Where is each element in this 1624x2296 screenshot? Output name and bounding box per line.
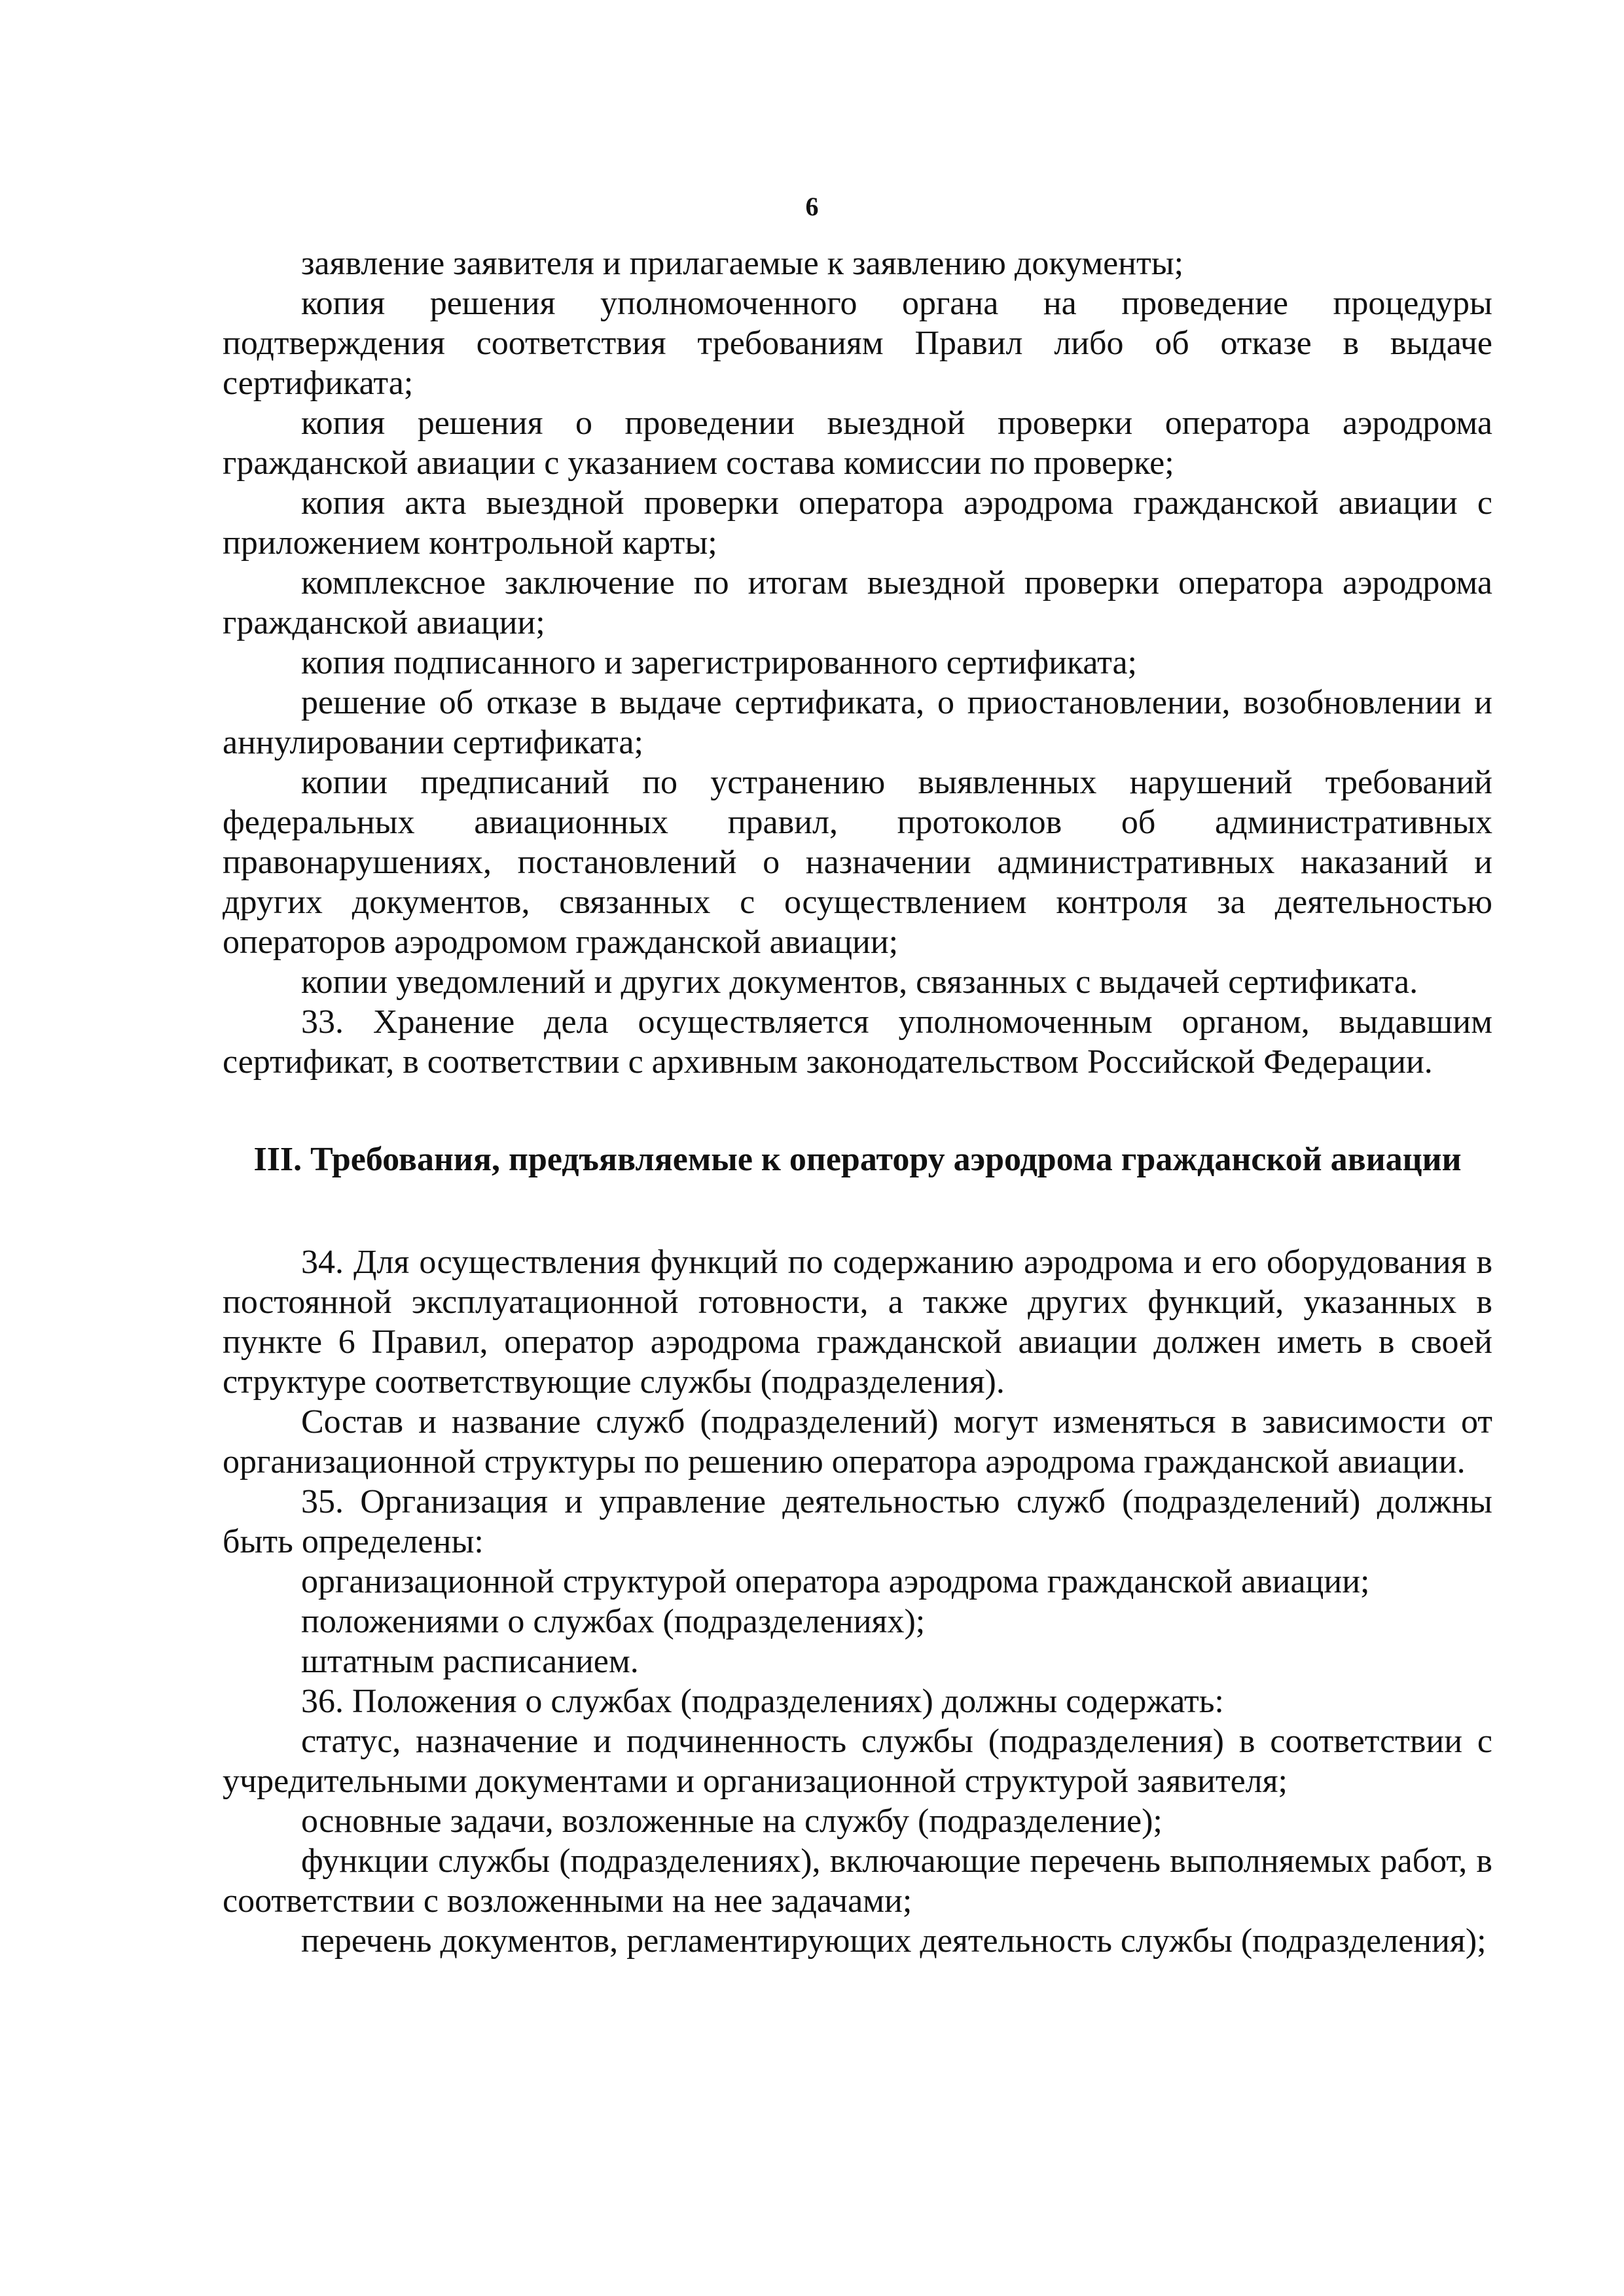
section-heading: III. Требования, предъявляемые к оператору аэродрома гражданской авиации [253, 1141, 1462, 1178]
paragraph: положениями о службах (подразделениях); [301, 1603, 926, 1640]
paragraph: заявление заявителя и прилагаемые к заявлению документы; [301, 245, 1184, 282]
paragraph: решение об отказе в выдаче сертификата, о приостановлении, возобновлении и аннулировании сертификата; [223, 684, 1492, 761]
paragraph: перечень документов, регламентирующих деятельность службы (подразделения); [301, 1922, 1487, 1960]
paragraph: копии предписаний по устранению выявленных нарушений требований федеральных авиационных правил, протоколов об административных правонарушениях, постановлений о назначении административных наказаний и других документов, связанных с осуществлением контроля за деятельностью операторов аэродромом гражданской авиации; [223, 764, 1492, 961]
paragraph-item-35: 35. Организация и управление деятельностью служб (подразделений) должны быть определены: [223, 1483, 1492, 1560]
paragraph: комплексное заключение по итогам выездной проверки оператора аэродрома гражданской авиации; [223, 564, 1492, 641]
page-number: 6 [805, 192, 819, 221]
paragraph: Состав и название служб (подразделений) могут изменяться в зависимости от организационной структуры по решению оператора аэродрома гражданской авиации. [223, 1403, 1492, 1480]
paragraph: копия решения уполномоченного органа на проведение процедуры подтверждения соответствия требованиям Правил либо об отказе в выдаче сертификата; [223, 285, 1492, 402]
paragraph: копия подписанного и зарегистрированного сертификата; [301, 644, 1137, 681]
paragraph: организационной структурой оператора аэродрома гражданской авиации; [301, 1563, 1370, 1600]
paragraph: функции службы (подразделениях), включающие перечень выполняемых работ, в соответствии с возложенными на нее задачами; [223, 1842, 1492, 1920]
paragraph: копия решения о проведении выездной проверки оператора аэродрома гражданской авиации с указанием состава комиссии по проверке; [223, 404, 1492, 482]
paragraph-item-36: 36. Положения о службах (подразделениях) должны содержать: [301, 1683, 1224, 1720]
paragraph: копии уведомлений и других документов, связанных с выдачей сертификата. [301, 963, 1418, 1001]
paragraph: копия акта выездной проверки оператора аэродрома гражданской авиации с приложением контрольной карты; [223, 484, 1492, 562]
document-body [223, 243, 1492, 1961]
paragraph-item-34: 34. Для осуществления функций по содержанию аэродрома и его оборудования в постоянной эксплуатационной готовности, а также других функций, указанных в пункте 6 Правил, оператор аэродрома гражданской авиации должен иметь в своей структуре соответствующие службы (подразделения). [223, 1244, 1492, 1401]
paragraph: основные задачи, возложенные на службу (подразделение); [301, 1803, 1163, 1840]
paragraph: статус, назначение и подчиненность службы (подразделения) в соответствии с учредительными документами и организационной структурой заявителя; [223, 1723, 1492, 1800]
paragraph-item-33: 33. Хранение дела осуществляется уполномоченным органом, выдавшим сертификат, в соответствии с архивным законодательством Российской Федерации. [223, 1003, 1492, 1081]
paragraph: штатным расписанием. [301, 1643, 639, 1680]
